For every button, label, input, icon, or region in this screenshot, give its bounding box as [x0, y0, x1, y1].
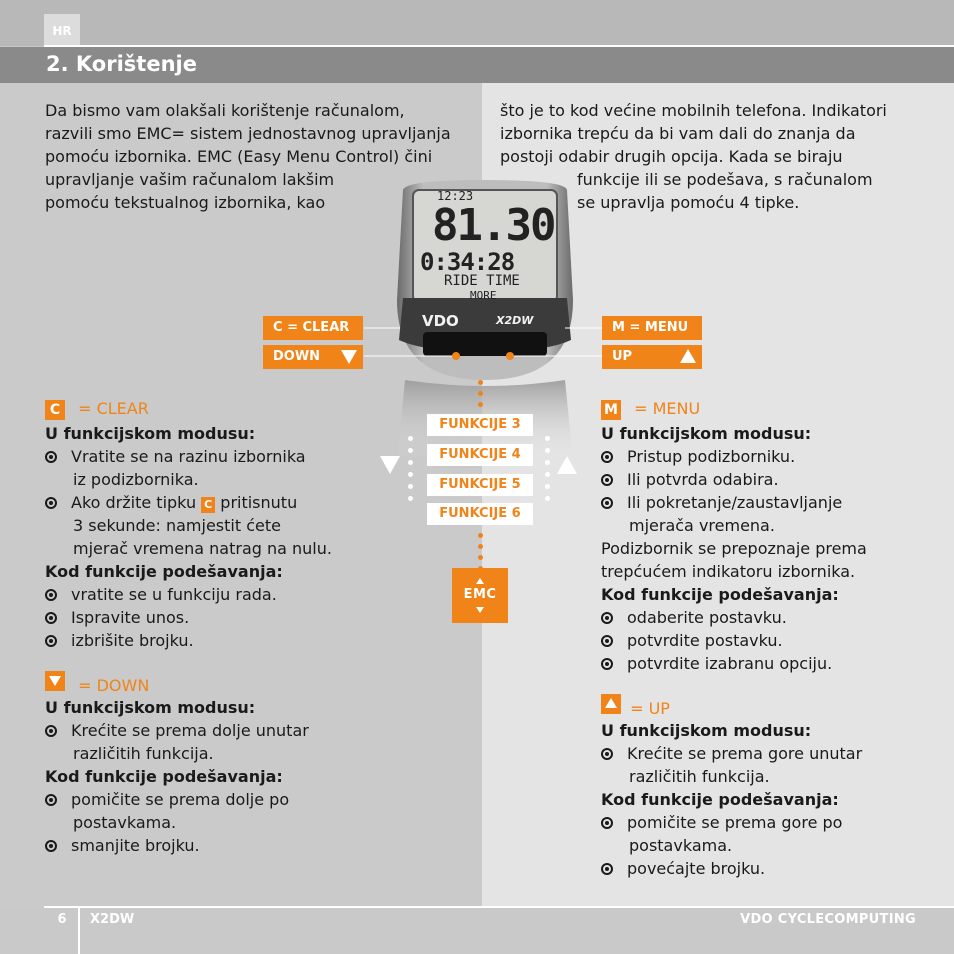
up-subheading-1: U funkcijskom modusu: — [601, 721, 812, 740]
device-brand: VDO — [422, 312, 459, 330]
up-subheading-2: Kod funkcije podešavanja: — [601, 790, 839, 809]
down-bullet-cont: različitih funkcija. — [73, 744, 214, 763]
m-key-icon: M — [601, 400, 621, 420]
clear-subheading-1: U funkcijskom modusu: — [45, 424, 256, 443]
down-button-label — [263, 345, 363, 369]
c-key-icon-inline: C — [201, 497, 215, 513]
dots-bottom — [478, 533, 483, 571]
screen-digits: 0:34:28 — [420, 248, 515, 276]
clear-bullet-cont: mjerač vremena natrag na nulu. — [73, 539, 332, 558]
clear-bullet-cont: 3 sekunde: namjestit ćete — [73, 516, 281, 535]
menu-bullet: Ili potvrda odabira. — [601, 468, 867, 491]
screen-top: 12:23 — [437, 189, 474, 203]
function-item: FUNKCIJE 6 — [427, 503, 533, 525]
clear-bullet: Ako držite tipku C pritisnutu — [45, 491, 332, 514]
screen-main: 81.30 — [432, 200, 555, 251]
menu-subheading-1: U funkcijskom modusu: — [601, 424, 812, 443]
up-button-label — [602, 345, 702, 369]
clear-heading: = CLEAR — [78, 399, 149, 418]
down-bullet: Krećite se prema dolje unutar — [45, 719, 309, 742]
clear-bullet: vratite se u funkciju rada. — [45, 583, 332, 606]
emc-label: EMC — [463, 587, 497, 602]
down-label-text: DOWN — [273, 349, 321, 364]
language-tab: HR — [44, 14, 80, 46]
clear-bullet: izbrišite brojku. — [45, 629, 332, 652]
device-model: X2DW — [496, 314, 534, 327]
menu-bullet: potvrdite izabranu opciju. — [601, 652, 867, 675]
menu-paragraph: trepćućem indikatoru izbornika. — [601, 562, 856, 581]
clear-bullet-cont: iz podizbornika. — [73, 470, 199, 489]
down-bullet-cont: postavkama. — [73, 813, 177, 832]
up-label-text: UP — [612, 349, 633, 364]
menu-bullet: potvrdite postavku. — [601, 629, 867, 652]
intro-right: što je to kod većine mobilnih telefona. Indikatori izbornika trepću da bi vam dali do znanja da postoji odabir drugih opcija. Kada se biraju — [500, 101, 887, 166]
function-item: FUNKCIJE 5 — [427, 474, 533, 496]
down-heading: = DOWN — [78, 676, 150, 695]
page-title: 2. Korištenje — [46, 52, 197, 76]
footer-model: X2DW — [90, 912, 135, 927]
scroll-up-icon — [557, 456, 577, 474]
menu-bullet: Ili pokretanje/zaustavljanje — [601, 491, 867, 514]
up-bullet: pomičite se prema gore po — [601, 811, 862, 834]
up-bullet: povećajte brojku. — [601, 857, 862, 880]
up-key-icon — [601, 694, 621, 714]
intro-left: Da bismo vam olakšali korištenje računalom, razvili smo EMC= sistem jednostavnog upravljanja pomoću izbornika. EMC (Easy Menu Control) čini upravljanje vašim računalom lakšim pomoću tekstualnog izbornika, kao — [45, 101, 451, 212]
clear-section — [45, 397, 332, 652]
intro-right-indented: funkcije ili se podešava, s računalom se upravlja pomoću 4 tipke. — [577, 170, 873, 212]
c-key-icon: C — [45, 400, 65, 420]
up-bullet: Krećite se prema gore unutar — [601, 742, 862, 765]
clear-subheading-2: Kod funkcije podešavanja: — [45, 562, 283, 581]
up-bullet-cont: različitih funkcija. — [629, 767, 770, 786]
clear-bullet: Ispravite unos. — [45, 606, 332, 629]
down-key-icon — [45, 671, 65, 691]
clear-button-label: C = CLEAR — [263, 316, 363, 340]
screen-line1: RIDE TIME — [444, 273, 520, 289]
function-item: FUNKCIJE 4 — [427, 444, 533, 466]
screen-line2: MORE — [470, 289, 497, 302]
footer-brand: VDO CYCLECOMPUTING — [740, 912, 916, 927]
menu-bullet: odaberite postavku. — [601, 606, 867, 629]
menu-section — [601, 397, 867, 675]
scroll-down-icon — [380, 456, 400, 474]
up-heading: = UP — [630, 699, 670, 718]
dots-left — [408, 436, 413, 501]
up-bullet-cont: postavkama. — [629, 836, 733, 855]
menu-bullet-cont: mjerača vremena. — [629, 516, 775, 535]
menu-subheading-2: Kod funkcije podešavanja: — [601, 585, 839, 604]
down-subheading-2: Kod funkcije podešavanja: — [45, 767, 283, 786]
down-section — [45, 671, 309, 857]
up-section — [601, 694, 862, 880]
function-item: FUNKCIJE 3 — [427, 414, 533, 436]
emc-logo — [452, 568, 508, 623]
clear-bullet: Vratite se na razinu izbornika — [45, 445, 332, 468]
menu-paragraph: Podizbornik se prepoznaje prema — [601, 539, 867, 558]
top-band — [0, 0, 954, 46]
up-arrow-icon — [680, 349, 696, 363]
page-number: 6 — [57, 912, 67, 927]
menu-heading: = MENU — [634, 399, 701, 418]
down-bullet: pomičite se prema dolje po — [45, 788, 309, 811]
dots-top — [478, 380, 483, 407]
bottom-divider — [44, 906, 954, 908]
dots-right — [545, 436, 550, 501]
menu-bullet: Pristup podizborniku. — [601, 445, 867, 468]
connector-lines — [360, 320, 610, 370]
down-bullet: smanjite brojku. — [45, 834, 309, 857]
menu-button-label: M = MENU — [602, 316, 702, 340]
down-subheading-1: U funkcijskom modusu: — [45, 698, 256, 717]
down-arrow-icon — [341, 350, 357, 364]
